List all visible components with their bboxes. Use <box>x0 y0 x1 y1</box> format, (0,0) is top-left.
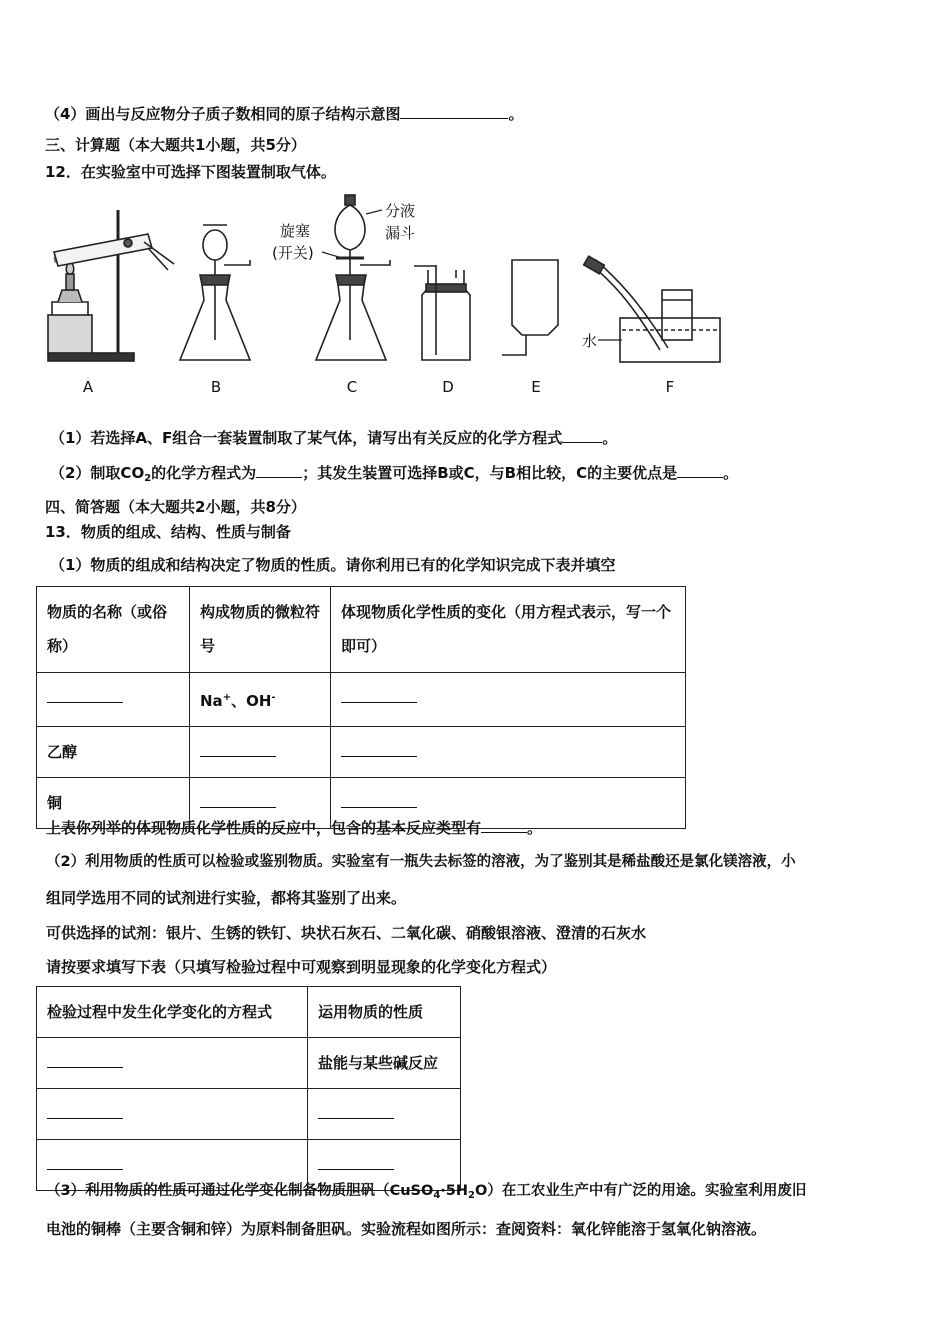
label-d: D <box>442 378 454 396</box>
apparatus-c <box>316 195 390 360</box>
table-cell: Na+、OH- <box>190 673 331 727</box>
header-name: 物质的名称（或俗称） <box>37 587 190 673</box>
header-property: 运用物质的性质 <box>308 987 461 1038</box>
answer-blank[interactable] <box>47 1053 123 1068</box>
answer-blank[interactable] <box>200 793 276 808</box>
section-3-heading: 三、计算题（本大题共1小题，共5分） <box>45 136 306 154</box>
label-f: F <box>665 378 675 396</box>
apparatus-b <box>180 225 250 360</box>
valve-label-1: 旋塞 <box>280 222 311 240</box>
label-b: B <box>210 378 222 396</box>
answer-blank[interactable] <box>341 688 417 703</box>
label-c: C <box>346 378 358 396</box>
table-cell[interactable] <box>190 727 331 778</box>
q12-title: 12．在实验室中可选择下图装置制取气体。 <box>45 163 336 181</box>
answer-blank[interactable] <box>47 1104 123 1119</box>
apparatus-f <box>584 256 720 362</box>
header-particles: 构成物质的微粒符号 <box>190 587 331 673</box>
apparatus-a <box>48 210 174 361</box>
apparatus-d <box>414 265 470 360</box>
answer-blank[interactable] <box>200 742 276 757</box>
table-cell[interactable] <box>37 1038 308 1089</box>
answer-blank[interactable] <box>318 1104 394 1119</box>
q12-sub1: （1）若选择A、F组合一套装置制取了某气体，请写出有关反应的化学方程式 。 <box>50 429 618 447</box>
identification-table <box>36 986 461 1191</box>
properties-table <box>36 586 686 829</box>
q13-sub3-line2: 电池的铜棒（主要含铜和锌）为原料制备胆矾。实验流程如图所示：查阅资料：氧化锌能溶于氢氧化钠溶液。 <box>46 1220 767 1238</box>
table-cell: 盐能与某些碱反应 <box>308 1038 461 1089</box>
answer-blank[interactable] <box>318 1155 394 1170</box>
apparatus-e <box>502 260 558 355</box>
apparatus-figure <box>40 190 740 400</box>
q12-sub2: （2）制取$CO_2$的化学方程式为 ；其发生装置可选择B或C，与B相比较，C的主要优点是 。 <box>50 464 739 484</box>
table-cell[interactable] <box>331 727 686 778</box>
answer-blank[interactable] <box>677 463 723 478</box>
reagents-list: 可供选择的试剂：银片、生锈的铁钉、块状石灰石、二氧化碳、硝酸银溶液、澄清的石灰水 <box>46 924 647 942</box>
q13-sub2-line1: （2）利用物质的性质可以检验或鉴别物质。实验室有一瓶失去标签的溶液，为了鉴别其是稀盐酸还是氯化镁溶液，小 <box>46 854 796 870</box>
table-cell: 乙醇 <box>37 727 190 778</box>
answer-blank[interactable] <box>47 688 123 703</box>
header-equation: 检验过程中发生化学变化的方程式 <box>37 987 308 1038</box>
answer-blank[interactable] <box>481 818 527 833</box>
q13-sub2-line2: 组同学选用不同的试剂进行实验，都将其鉴别了出来。 <box>46 889 407 907</box>
section-4-heading: 四、简答题（本大题共2小题，共8分） <box>45 498 306 516</box>
answer-blank[interactable] <box>562 428 602 443</box>
answer-blank[interactable] <box>341 742 417 757</box>
label-e: E <box>531 378 541 396</box>
q13-sub1: （1）物质的组成和结构决定了物质的性质。请你利用已有的化学知识完成下表并填空 <box>50 556 616 574</box>
header-change: 体现物质化学性质的变化（用方程式表示，写一个即可） <box>331 587 686 673</box>
table-cell: 铜 <box>37 778 190 829</box>
table-cell[interactable] <box>37 673 190 727</box>
q13-sub3-line1: （3）利用物质的性质可通过化学变化制备物质胆矾$(CuSO_4\cdot 5H_2O)$在工农业生产中有广泛的用途。实验室利用废旧 <box>46 1183 807 1201</box>
answer-blank[interactable] <box>256 463 302 478</box>
table-cell[interactable] <box>308 1089 461 1140</box>
table-cell[interactable] <box>37 1089 308 1140</box>
funnel-label-2: 漏斗 <box>385 224 416 242</box>
valve-label-2: (开关) <box>272 244 314 262</box>
answer-blank[interactable] <box>341 793 417 808</box>
label-a: A <box>82 378 94 396</box>
answer-blank[interactable] <box>400 104 508 119</box>
answer-blank[interactable] <box>47 1155 123 1170</box>
q11-part4: （4）画出与反应物分子质子数相同的原子结构示意图 。 <box>45 105 524 123</box>
fill-instructions: 请按要求填写下表（只填写检验过程中可观察到明显现象的化学变化方程式） <box>46 958 557 976</box>
water-label: 水 <box>582 332 598 350</box>
table-cell[interactable] <box>331 673 686 727</box>
funnel-label-1: 分液 <box>385 202 416 220</box>
q13-title: 13．物质的组成、结构、性质与制备 <box>45 523 291 541</box>
after-table1: 上表你列举的体现物质化学性质的反应中，包含的基本反应类型有 。 <box>46 819 543 837</box>
